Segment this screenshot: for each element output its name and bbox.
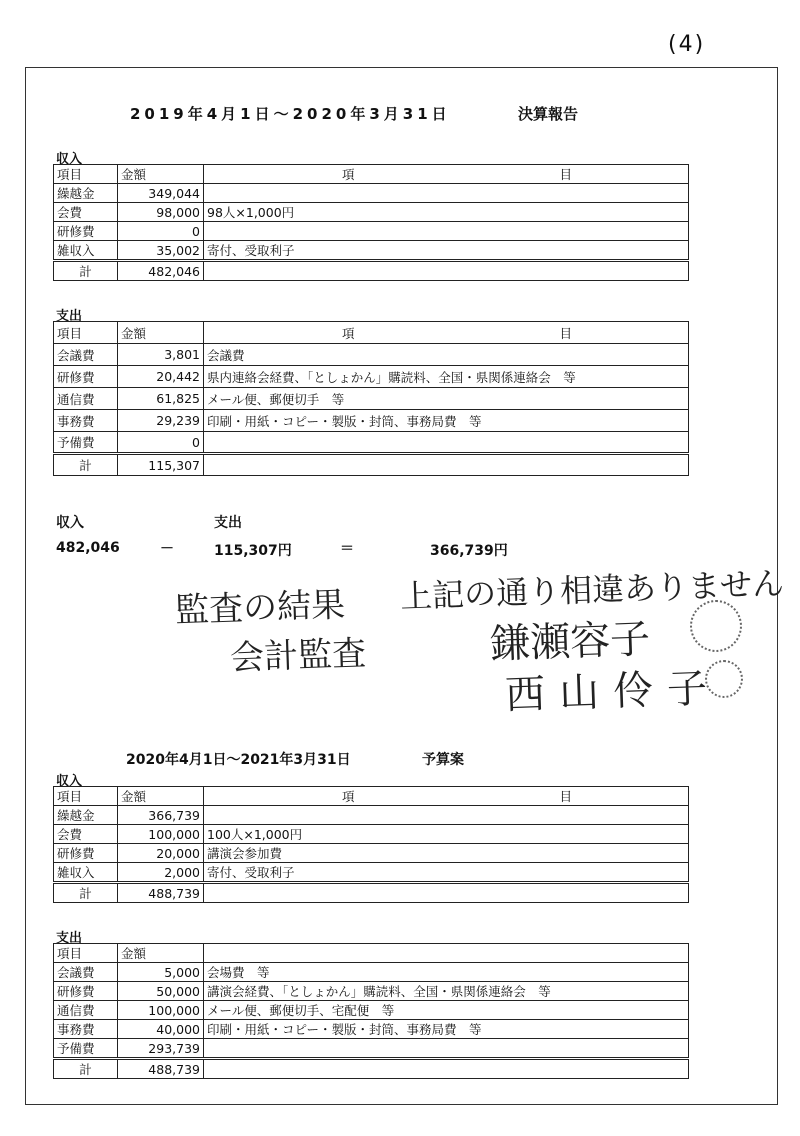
summary-income-label: 収入 bbox=[56, 515, 84, 531]
row-description-cell: 寄付、受取利子 bbox=[204, 863, 689, 883]
row-amount-cell: 293,739 bbox=[118, 1039, 204, 1059]
row-description-cell: 印刷・用紙・コピー・製版・封筒、事務局費 等 bbox=[204, 1020, 689, 1039]
header-moku: 目 bbox=[559, 167, 573, 182]
row-item-cell: 予備費 bbox=[54, 1039, 118, 1059]
row-description-cell: 寄付、受取利子 bbox=[204, 241, 689, 261]
total-blank-cell bbox=[204, 261, 689, 281]
table-row bbox=[54, 344, 689, 366]
header-moku: 目 bbox=[559, 325, 573, 341]
row-amount-cell: 2,000 bbox=[118, 863, 204, 883]
row-amount-cell: 3,801 bbox=[118, 344, 204, 366]
report-income-label: 収入 bbox=[56, 152, 83, 167]
table-total-row bbox=[54, 261, 689, 281]
table-row bbox=[54, 241, 689, 261]
budget-income-label: 収入 bbox=[56, 774, 83, 789]
row-description-cell: 印刷・用紙・コピー・製版・封筒、事務局費 等 bbox=[204, 410, 689, 432]
summary-equals: ＝ bbox=[340, 541, 354, 557]
row-amount-cell: 0 bbox=[118, 222, 204, 241]
summary-balance-value: 366,739円 bbox=[430, 543, 508, 559]
table-header-row bbox=[54, 787, 689, 806]
header-description-cell bbox=[204, 322, 689, 344]
table-row bbox=[54, 432, 689, 454]
table-header-row bbox=[54, 322, 689, 344]
budget-title-period: 2020年4月1日～2021年3月31日 bbox=[126, 752, 351, 768]
row-amount-cell: 20,442 bbox=[118, 366, 204, 388]
budget-expense-label: 支出 bbox=[56, 931, 83, 946]
row-item-cell: 研修費 bbox=[54, 366, 118, 388]
row-item-cell: 研修費 bbox=[54, 982, 118, 1001]
row-amount-cell: 5,000 bbox=[118, 963, 204, 982]
row-amount-cell: 100,000 bbox=[118, 1001, 204, 1020]
table-total-row bbox=[54, 883, 689, 903]
total-amount-cell: 488,739 bbox=[118, 1059, 204, 1079]
row-amount-cell: 29,239 bbox=[118, 410, 204, 432]
report-title-period: 2019年4月1日～2020年3月31日 bbox=[130, 105, 451, 123]
row-description-cell bbox=[204, 222, 689, 241]
table-row bbox=[54, 863, 689, 883]
budget-income-table bbox=[53, 786, 689, 903]
header-item-cell: 項目 bbox=[54, 787, 118, 806]
row-description-cell: 会場費 等 bbox=[204, 963, 689, 982]
row-description-cell bbox=[204, 432, 689, 454]
table-row bbox=[54, 963, 689, 982]
total-blank-cell bbox=[204, 1059, 689, 1079]
row-item-cell: 会費 bbox=[54, 203, 118, 222]
row-item-cell: 繰越金 bbox=[54, 806, 118, 825]
audit-result-text: 監査の結果 bbox=[174, 585, 346, 631]
header-amount-cell: 金額 bbox=[118, 787, 204, 806]
budget-title-kind: 予算案 bbox=[422, 752, 464, 768]
row-amount-cell: 366,739 bbox=[118, 806, 204, 825]
row-item-cell: 繰越金 bbox=[54, 184, 118, 203]
table-row bbox=[54, 366, 689, 388]
total-amount-cell: 115,307 bbox=[118, 454, 204, 476]
header-item-cell: 項目 bbox=[54, 944, 118, 963]
total-blank-cell bbox=[204, 883, 689, 903]
table-row bbox=[54, 825, 689, 844]
row-description-cell: 県内連絡会経費、「としょかん」購読料、全国・県関係連絡会 等 bbox=[204, 366, 689, 388]
row-amount-cell: 50,000 bbox=[118, 982, 204, 1001]
row-amount-cell: 100,000 bbox=[118, 825, 204, 844]
row-amount-cell: 40,000 bbox=[118, 1020, 204, 1039]
report-income-table bbox=[53, 164, 689, 281]
header-item-cell: 項目 bbox=[54, 322, 118, 344]
row-item-cell: 会議費 bbox=[54, 963, 118, 982]
summary-income-value: 482,046 bbox=[56, 540, 120, 556]
header-moku: 目 bbox=[559, 789, 573, 804]
page-number: (4) bbox=[668, 32, 706, 57]
row-item-cell: 事務費 bbox=[54, 410, 118, 432]
total-amount-cell: 482,046 bbox=[118, 261, 204, 281]
table-header-row bbox=[54, 944, 689, 963]
header-amount-cell: 金額 bbox=[118, 322, 204, 344]
row-description-cell: 98人×1,000円 bbox=[204, 203, 689, 222]
total-label-cell: 計 bbox=[54, 883, 118, 903]
header-kou: 項 bbox=[342, 789, 355, 804]
row-amount-cell: 98,000 bbox=[118, 203, 204, 222]
summary-expense-value: 115,307円 bbox=[214, 543, 292, 559]
table-row bbox=[54, 184, 689, 203]
signer2-signature: 西山伶子 bbox=[504, 665, 722, 719]
row-item-cell: 雑収入 bbox=[54, 863, 118, 883]
header-kou: 項 bbox=[342, 325, 355, 341]
row-description-cell: 講演会経費、「としょかん」購読料、全国・県関係連絡会 等 bbox=[204, 982, 689, 1001]
total-label-cell: 計 bbox=[54, 454, 118, 476]
row-item-cell: 会費 bbox=[54, 825, 118, 844]
row-item-cell: 事務費 bbox=[54, 1020, 118, 1039]
summary-expense-label: 支出 bbox=[214, 515, 242, 531]
report-title-kind: 決算報告 bbox=[518, 105, 579, 123]
audit-statement-text: 上記の通り相違ありません bbox=[399, 564, 785, 616]
table-row bbox=[54, 982, 689, 1001]
total-label-cell: 計 bbox=[54, 261, 118, 281]
row-item-cell: 研修費 bbox=[54, 222, 118, 241]
header-kou: 項 bbox=[342, 167, 355, 182]
header-description-cell bbox=[204, 944, 689, 963]
total-blank-cell bbox=[204, 454, 689, 476]
row-item-cell: 予備費 bbox=[54, 432, 118, 454]
header-description-cell bbox=[204, 787, 689, 806]
table-row bbox=[54, 222, 689, 241]
report-expense-table bbox=[53, 321, 689, 476]
row-description-cell: 会議費 bbox=[204, 344, 689, 366]
table-total-row bbox=[54, 1059, 689, 1079]
row-item-cell: 雑収入 bbox=[54, 241, 118, 261]
table-row bbox=[54, 1020, 689, 1039]
row-amount-cell: 35,002 bbox=[118, 241, 204, 261]
report-expense-label: 支出 bbox=[56, 309, 83, 324]
table-row bbox=[54, 844, 689, 863]
signer1-signature: 鎌瀬容子 bbox=[489, 616, 651, 668]
row-description-cell: メール便、郵便切手、宅配便 等 bbox=[204, 1001, 689, 1020]
table-row bbox=[54, 1001, 689, 1020]
total-amount-cell: 488,739 bbox=[118, 883, 204, 903]
row-item-cell: 会議費 bbox=[54, 344, 118, 366]
summary-minus: － bbox=[160, 541, 174, 557]
row-item-cell: 通信費 bbox=[54, 388, 118, 410]
row-description-cell bbox=[204, 806, 689, 825]
budget-expense-table bbox=[53, 943, 689, 1079]
table-row bbox=[54, 388, 689, 410]
audit-role-text: 会計監査 bbox=[229, 633, 367, 679]
header-amount-cell: 金額 bbox=[118, 165, 204, 184]
row-description-cell bbox=[204, 184, 689, 203]
signer1-seal-stamp bbox=[690, 600, 742, 652]
row-description-cell: 講演会参加費 bbox=[204, 844, 689, 863]
table-header-row bbox=[54, 165, 689, 184]
header-description-cell bbox=[204, 165, 689, 184]
table-total-row bbox=[54, 454, 689, 476]
row-item-cell: 通信費 bbox=[54, 1001, 118, 1020]
table-row bbox=[54, 1039, 689, 1059]
row-amount-cell: 20,000 bbox=[118, 844, 204, 863]
signer2-seal-stamp bbox=[705, 660, 743, 698]
table-row bbox=[54, 410, 689, 432]
total-label-cell: 計 bbox=[54, 1059, 118, 1079]
header-item-cell: 項目 bbox=[54, 165, 118, 184]
row-amount-cell: 0 bbox=[118, 432, 204, 454]
row-description-cell bbox=[204, 1039, 689, 1059]
table-row bbox=[54, 806, 689, 825]
row-amount-cell: 61,825 bbox=[118, 388, 204, 410]
row-amount-cell: 349,044 bbox=[118, 184, 204, 203]
row-description-cell: 100人×1,000円 bbox=[204, 825, 689, 844]
row-description-cell: メール便、郵便切手 等 bbox=[204, 388, 689, 410]
table-row bbox=[54, 203, 689, 222]
row-item-cell: 研修費 bbox=[54, 844, 118, 863]
header-amount-cell: 金額 bbox=[118, 944, 204, 963]
